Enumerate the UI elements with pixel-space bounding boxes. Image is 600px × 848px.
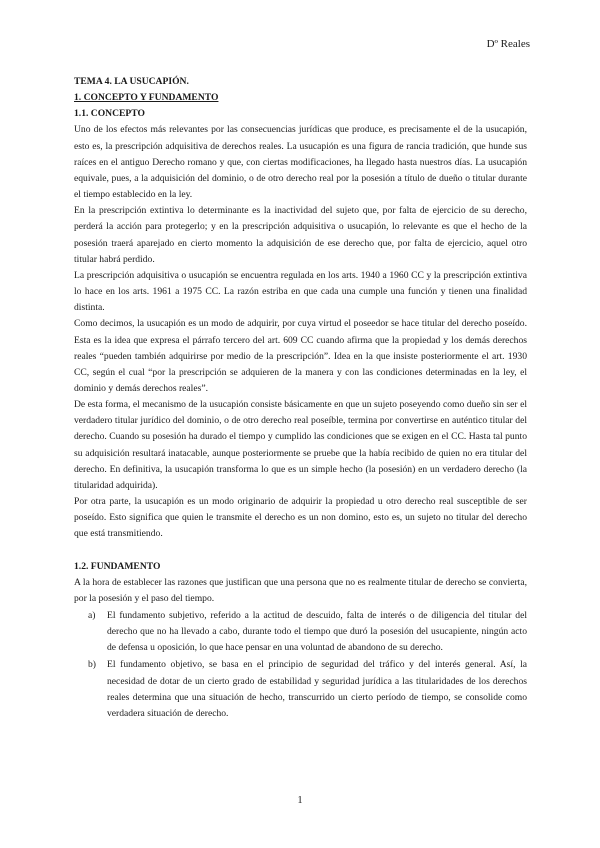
paragraph: Uno de los efectos más relevantes por las consecuencias jurídicas que produce, es precisamente el de la usucapión, esto es, la prescripción adquisitiva de derechos reales. La usucapión es una figura de rancia tradición, que hunde sus raíces en el antiguo Derecho romano y que, con ciertas modificaciones, ha llegado hasta nuestros días. La usucapión equivale, pues, a la adquisición del dominio, o de otro derecho real por la posesión a título de dueño o titular durante el tiempo establecido en la ley. <box>74 124 527 201</box>
fundamento-list <box>74 608 527 722</box>
paragraph: En la prescripción extintiva lo determinante es la inactividad del sujeto que, por falta de ejercicio de su derecho, perderá la acción para protegerlo; y en la prescripción adquisitiva o usucapión, lo relevante es que el hecho de la posesión traerá aparejado en cierto momento la adquisición de ese derecho que, por falta de ejercicio, aquel otro titular habrá perdido. <box>74 205 527 265</box>
list-marker: a) <box>88 610 96 621</box>
paragraph: Como decimos, la usucapión es un modo de adquirir, por cuya virtud el poseedor se hace titular del derecho poseído. Esta es la idea que expresa el párrafo tercero del art. 609 CC cuando afirma que la propiedad y los demás derechos reales “pueden también adquirirse por medio de la prescripción”. Idea en la que insiste posteriormente el art. 1930 CC, según el cual “por la prescripción se adquieren de la manera y con las condiciones determinadas en la ley, el dominio y demás derechos reales”. <box>74 318 527 394</box>
subsection-heading-concepto: 1.1. CONCEPTO <box>74 108 145 120</box>
subsection-heading-fundamento: 1.2. FUNDAMENTO <box>74 560 161 572</box>
list-item-text: El fundamento objetivo, se basa en el principio de seguridad del tráfico y del interés general. Así, la necesidad de dotar de un cierto grado de estabilidad y seguridad jurídica a las titularidades de los derechos reales determina que una situación de hecho, transcurrido un cierto período de tiempo, se consolide como verdadera situación de derecho. <box>107 659 527 719</box>
section-heading: 1. CONCEPTO Y FUNDAMENTO <box>74 92 219 104</box>
running-header: Dº Reales <box>486 38 530 50</box>
page-body <box>74 74 527 722</box>
paragraph: A la hora de establecer las razones que justifican que una persona que no es realmente titular de derecho se convierta, por la posesión y el paso del tiempo. <box>74 576 527 604</box>
page-number: 1 <box>297 795 303 806</box>
list-marker: b) <box>88 659 96 671</box>
spacer <box>74 543 527 559</box>
list-item <box>74 657 527 722</box>
chapter-title: TEMA 4. LA USUCAPIÓN. <box>74 76 189 87</box>
paragraph: De esta forma, el mecanismo de la usucapión consiste básicamente en que un sujeto poseyendo como dueño sin ser el verdadero titular jurídico del dominio, o de otro derecho real poseíble, termina por convertirse en auténtico titular del derecho. Cuando su posesión ha durado el tiempo y cumplido las condiciones que se exigen en el CC. Hasta tal punto su adquisición resultará inatacable, aunque posteriormente se pruebe que la había recibido de quien no era titular del derecho. En definitiva, la usucapión transforma lo que es un simple hecho (la posesión) en un verdadero derecho (la titularidad adquirida). <box>74 399 527 491</box>
list-item-text: El fundamento subjetivo, referido a la actitud de descuido, falta de interés o de diligencia del titular del derecho que no ha llevado a cabo, durante todo el tiempo que duró la posesión del usucapiente, ningún acto de defensa u oposición, lo que hace pensar en una voluntad de abandono de su derecho. <box>107 610 527 654</box>
paragraph: La prescripción adquisitiva o usucapión se encuentra regulada en los arts. 1940 a 1960 CC y la prescripción extintiva lo hace en los arts. 1961 a 1975 CC. La razón estriba en que cada una cumple una función y tienen una finalidad distinta. <box>74 269 527 314</box>
list-item <box>74 608 527 656</box>
paragraph: Por otra parte, la usucapión es un modo originario de adquirir la propiedad u otro derecho real susceptible de ser poseído. Esto significa que quien le transmite el derecho es un non domino, esto es, un sujeto no titular del derecho que está transmitiendo. <box>74 496 527 540</box>
